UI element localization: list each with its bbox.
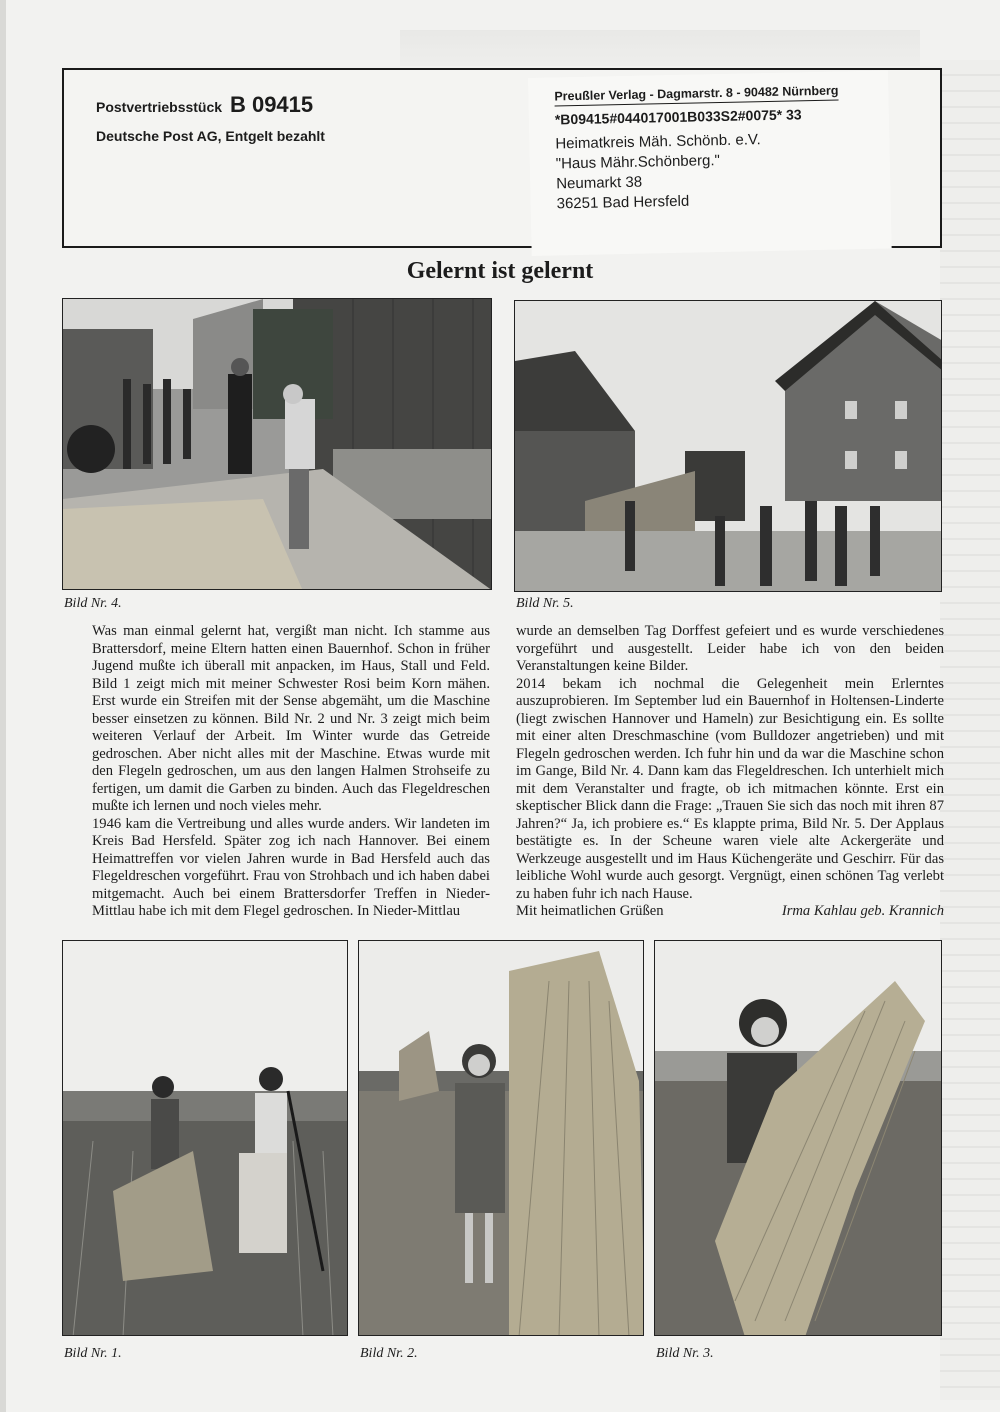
caption-bild-2: Bild Nr. 2. xyxy=(360,1346,418,1361)
label-recipient-line: 36251 Bad Hersfeld xyxy=(556,192,690,213)
photo-bild-1 xyxy=(62,940,348,1336)
photo-threshing-yard xyxy=(63,299,492,590)
caption-bild-4: Bild Nr. 4. xyxy=(64,596,122,611)
page-edge xyxy=(0,0,6,1412)
post-label: Postvertriebsstück xyxy=(96,99,223,115)
photo-sisters-mowing xyxy=(63,941,348,1336)
signature-row xyxy=(516,903,944,921)
post-note: Deutsche Post AG, Entgelt bezahlt xyxy=(96,128,325,144)
label-recipient-line: Neumarkt 38 xyxy=(556,173,643,193)
article-column-left xyxy=(92,623,490,921)
paragraph: Was man einmal gelernt hat, vergißt man nicht. Ich stamme aus Brattersdorf, meine Eltern hatten einen Bauernhof. Schon in früher Jugend mußte ich überall mit anpacken, im Haus, Stall und Feld. Bild 1 zeigt mich mit meiner Schwester Rosi beim Korn mähen. Erst wurde ein Streifen mit der Sense abgemäht, um die Maschine besser einsetzen zu können. Bild Nr. 2 und Nr. 3 zeigt mich beim weiteren Verlauf der Arbeit. Im Winter wurde das Getreide gedroschen. Aber nicht alles mit der Maschine. Etwas wurde mit den Flegeln gedroschen, um aus den langen Halmen Strohseife zu fertigen, um damit die Garben zu binden. Auch das Flegeldreschen mußte ich lernen und noch vieles mehr. xyxy=(92,623,490,814)
address-label xyxy=(528,70,892,256)
photo-bild-4 xyxy=(62,298,492,590)
label-sender: Preußler Verlag - Dagmarstr. 8 - 90482 Nürnberg xyxy=(554,84,838,107)
bleed-through-top xyxy=(400,30,920,66)
paragraph: 2014 bekam ich nochmal die Gelegenheit mein Erlerntes auszuprobieren. Im September lud ein Bauernhof in Holtensen-Linderte (liegt zwischen Hannover und Hameln) zur Besichtigung ein. Es sollte mit einer alten Dreschmaschine (vom Bulldozer angetrieben) und mit Flegeln gedroschen werden. Ich fuhr hin und da war die Maschine schon im Gange, Bild Nr. 4. Dann kam das Flegeldreschen. Ich unterhielt mich mit dem Veranstalter und fragte, ob ich mitmachen könnte. Erst ein skeptischer Blick dann die Frage: „Trauen Sie sich das noch mit ihren 87 Jahren?“ Ja, ich probiere es.“ Es klappte prima, Bild Nr. 5. Der Applaus bestätigte es. In der Scheune waren viele alte Ackergeräte und Werkzeuge ausgestellt und im Haus Küchengeräte und Geschirr. Für das leibliche Wohl wurde auch gesorgt. Vergnügt, einen schönen Tag verlebt zu haben fuhr ich nach Hause. xyxy=(516,675,944,902)
paragraph: wurde an demselben Tag Dorffest gefeiert und es wurde verschiedenes vorgeführt und ausgestellt. Leider habe ich von den beiden Veranstaltungen keine Bilder. xyxy=(516,623,944,674)
article-column-right xyxy=(516,623,944,921)
post-number: B 09415 xyxy=(229,92,314,117)
photo-bild-3 xyxy=(654,940,942,1336)
postvertrieb-line xyxy=(96,92,313,118)
caption-bild-5: Bild Nr. 5. xyxy=(516,596,574,611)
photo-bild-2 xyxy=(358,940,644,1336)
article-title: Gelernt ist gelernt xyxy=(406,258,594,284)
caption-bild-1: Bild Nr. 1. xyxy=(64,1346,122,1361)
photo-girl-carrying-sheaf xyxy=(655,941,942,1336)
label-recipient-line: "Haus Mähr.Schönberg." xyxy=(555,152,721,173)
caption-bild-3: Bild Nr. 3. xyxy=(656,1346,714,1361)
paragraph: 1946 kam die Vertreibung und alles wurde anders. Wir landeten im Kreis Bad Hersfeld. Später zog ich nach Hannover. Bei einem Heimattreffen vor vielen Jahren wurde in Bad Hersfeld auch das Flegeldreschen vorgeführt. Frau von Strohbach und ich haben dabei mitgemacht. Auch bei einem Brattersdorfer Treffen in Nieder-Mittlau habe ich mit dem Flegel gedroschen. In Nieder-Mittlau xyxy=(92,815,490,919)
photo-farmyard xyxy=(515,301,942,592)
photo-bild-5 xyxy=(514,300,942,592)
closing: Mit heimatlichen Grüßen xyxy=(516,903,664,919)
signature: Irma Kahlau geb. Krannich xyxy=(781,903,944,919)
label-recipient-line: Heimatkreis Mäh. Schönb. e.V. xyxy=(555,131,761,153)
label-code: *B09415#044017001B033S2#0075* 33 xyxy=(554,106,802,128)
photo-girl-with-sheaf xyxy=(359,941,644,1336)
